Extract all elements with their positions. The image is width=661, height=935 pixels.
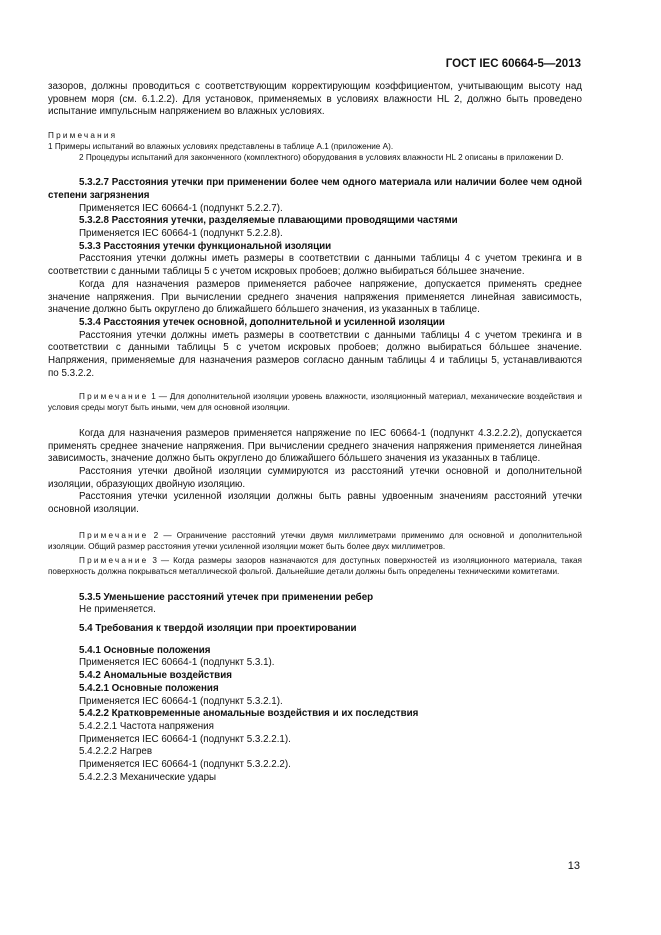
heading-5-3-5: 5.3.5 Уменьшение расстояний утечек при применении ребер — [79, 591, 374, 603]
heading-5-4-2-2: 5.4.2.2 Кратковременные аномальные воздействия и их последствия — [79, 708, 419, 720]
note-1: 1 Примеры испытаний во влажных условиях представлены в таблице А.1 (приложение А). — [48, 141, 394, 151]
text-5-4-2-2-2: Применяется IEC 60664-1 (подпункт 5.3.2.2.2). — [79, 759, 291, 771]
note-2: 2 Процедуры испытаний для законченного (комплектного) оборудования в условиях влажности HL 2 описаны в приложении D. — [79, 152, 564, 162]
paragraph-5-3-3-a: Расстояния утечки должны иметь размеры в соответствии с данными таблицы 4 с учетом трекинга и в соответствии с данными таблицы 5 с учетом искровых пробоев; должно выбираться бо́льшее значение. — [48, 253, 582, 278]
paragraph-5-3-4-a: Расстояния утечки должны иметь размеры в соответствии с данными таблицы 4 с учетом трекинга и в соответствии с данными таблицы 5 с учетом искровых пробоев; должно выбираться бо́льшее значение. Напряжения, применяемые для назначения размеров согласно данным таблицы 4 и таблицы 5, устанавливаются по 5.3.2.2. — [48, 329, 582, 379]
text-5-3-2-7: Применяется IEC 60664-1 (подпункт 5.2.2.7). — [79, 202, 283, 214]
heading-5-4-2-2-1: 5.4.2.2.1 Частота напряжения — [79, 720, 214, 732]
note-text: 3 — Когда размеры зазоров назначаются для доступных поверхностей из изоляционного материала, такая поверхность должна покрываться металлической фольгой. Дальнейшие детали должны быть определены техническими комитетами. — [48, 556, 582, 576]
paragraph-continuation: зазоров, должны проводиться с соответствующим корректирующим коэффициентом, учитывающим высоту над уровнем моря (см. 6.1.2.2). Для установок, применяемых в условиях влажности HL 2, должно быть проведено испытание импульсным напряжением во влажных условиях. — [48, 81, 582, 118]
heading-5-4: 5.4 Требования к твердой изоляции при проектировании — [79, 623, 357, 635]
note-label: Примечание — [79, 556, 149, 566]
text-5-3-2-8: Применяется IEC 60664-1 (подпункт 5.2.2.8). — [79, 228, 283, 240]
note-label: Примечание — [79, 392, 149, 402]
note-label: Примечание — [79, 530, 149, 540]
paragraph-5-3-3-b: Когда для назначения размеров применяется рабочее напряжение, допускается применять среднее значение напряжения. При вычислении среднего значения напряжения применяется линейная зависимость, значение должно быть округлено до ближайшего бо́льшего значения, из указанных в таблице. — [48, 278, 582, 316]
page-body — [48, 81, 582, 784]
page-number: 13 — [567, 860, 580, 872]
paragraph-5-3-4-b: Когда для назначения размеров применяется напряжение по IEC 60664-1 (подпункт 4.3.2.2.2), допускается применять среднее значение напряжения. При вычислении среднего значения напряжения применяется линейная зависимость, значение должно быть округлено до ближайшего бо́льшего значения из указанных в таблице. — [48, 427, 582, 465]
notes-title: Примечания — [48, 131, 118, 141]
heading-5-4-2-2-2: 5.4.2.2.2 Нагрев — [79, 746, 153, 758]
note-5-3-4-2 — [48, 531, 582, 552]
note-5-3-4-1 — [48, 392, 582, 413]
note-text: 1 — Для дополнительной изоляции уровень влажности, изоляционный материал, механические воздействия и условия среды могут быть иными, чем для основной изоляции. — [48, 392, 582, 413]
note-5-3-4-3 — [48, 556, 582, 577]
heading-5-4-1: 5.4.1 Основные положения — [79, 644, 211, 656]
heading-5-4-2: 5.4.2 Аномальные воздействия — [79, 670, 232, 682]
heading-5-3-4: 5.3.4 Расстояния утечек основной, дополнительной и усиленной изоляции — [79, 316, 445, 328]
heading-5-3-3: 5.3.3 Расстояния утечки функциональной изоляции — [79, 240, 332, 252]
document-header: ГОСТ IEC 60664-5—2013 — [445, 58, 581, 70]
heading-5-3-2-8: 5.3.2.8 Расстояния утечки, разделяемые плавающими проводящими частями — [79, 215, 458, 227]
note-text: 2 — Ограничение расстояний утечки двумя миллиметрами применимо для основной и дополнительной изоляции. Общий размер расстояния утечки усиленной изоляции может быть более двух миллиметров. — [48, 530, 582, 551]
heading-5-3-2-7: 5.3.2.7 Расстояния утечки при применении более чем одного материала или наличии более чем одной степени загрязнения — [48, 177, 582, 201]
paragraph-5-3-4-d: Расстояния утечки усиленной изоляции должны быть равны удвоенным значениям расстояний утечки основной изоляции. — [48, 491, 582, 516]
heading-5-4-2-1: 5.4.2.1 Основные положения — [79, 682, 219, 694]
text-5-4-2-1: Применяется IEC 60664-1 (подпункт 5.3.2.1). — [79, 695, 283, 707]
text-5-3-5: Не применяется. — [79, 604, 156, 616]
text-5-4-2-2-1: Применяется IEC 60664-1 (подпункт 5.3.2.2.1). — [79, 733, 291, 745]
text-5-4-1: Применяется IEC 60664-1 (подпункт 5.3.1). — [79, 657, 275, 669]
paragraph-5-3-4-c: Расстояния утечки двойной изоляции суммируются из расстояний утечки основной и дополнительной изоляции, образующих двойную изоляцию. — [48, 465, 582, 490]
heading-5-4-2-2-3: 5.4.2.2.3 Механические удары — [79, 771, 217, 783]
